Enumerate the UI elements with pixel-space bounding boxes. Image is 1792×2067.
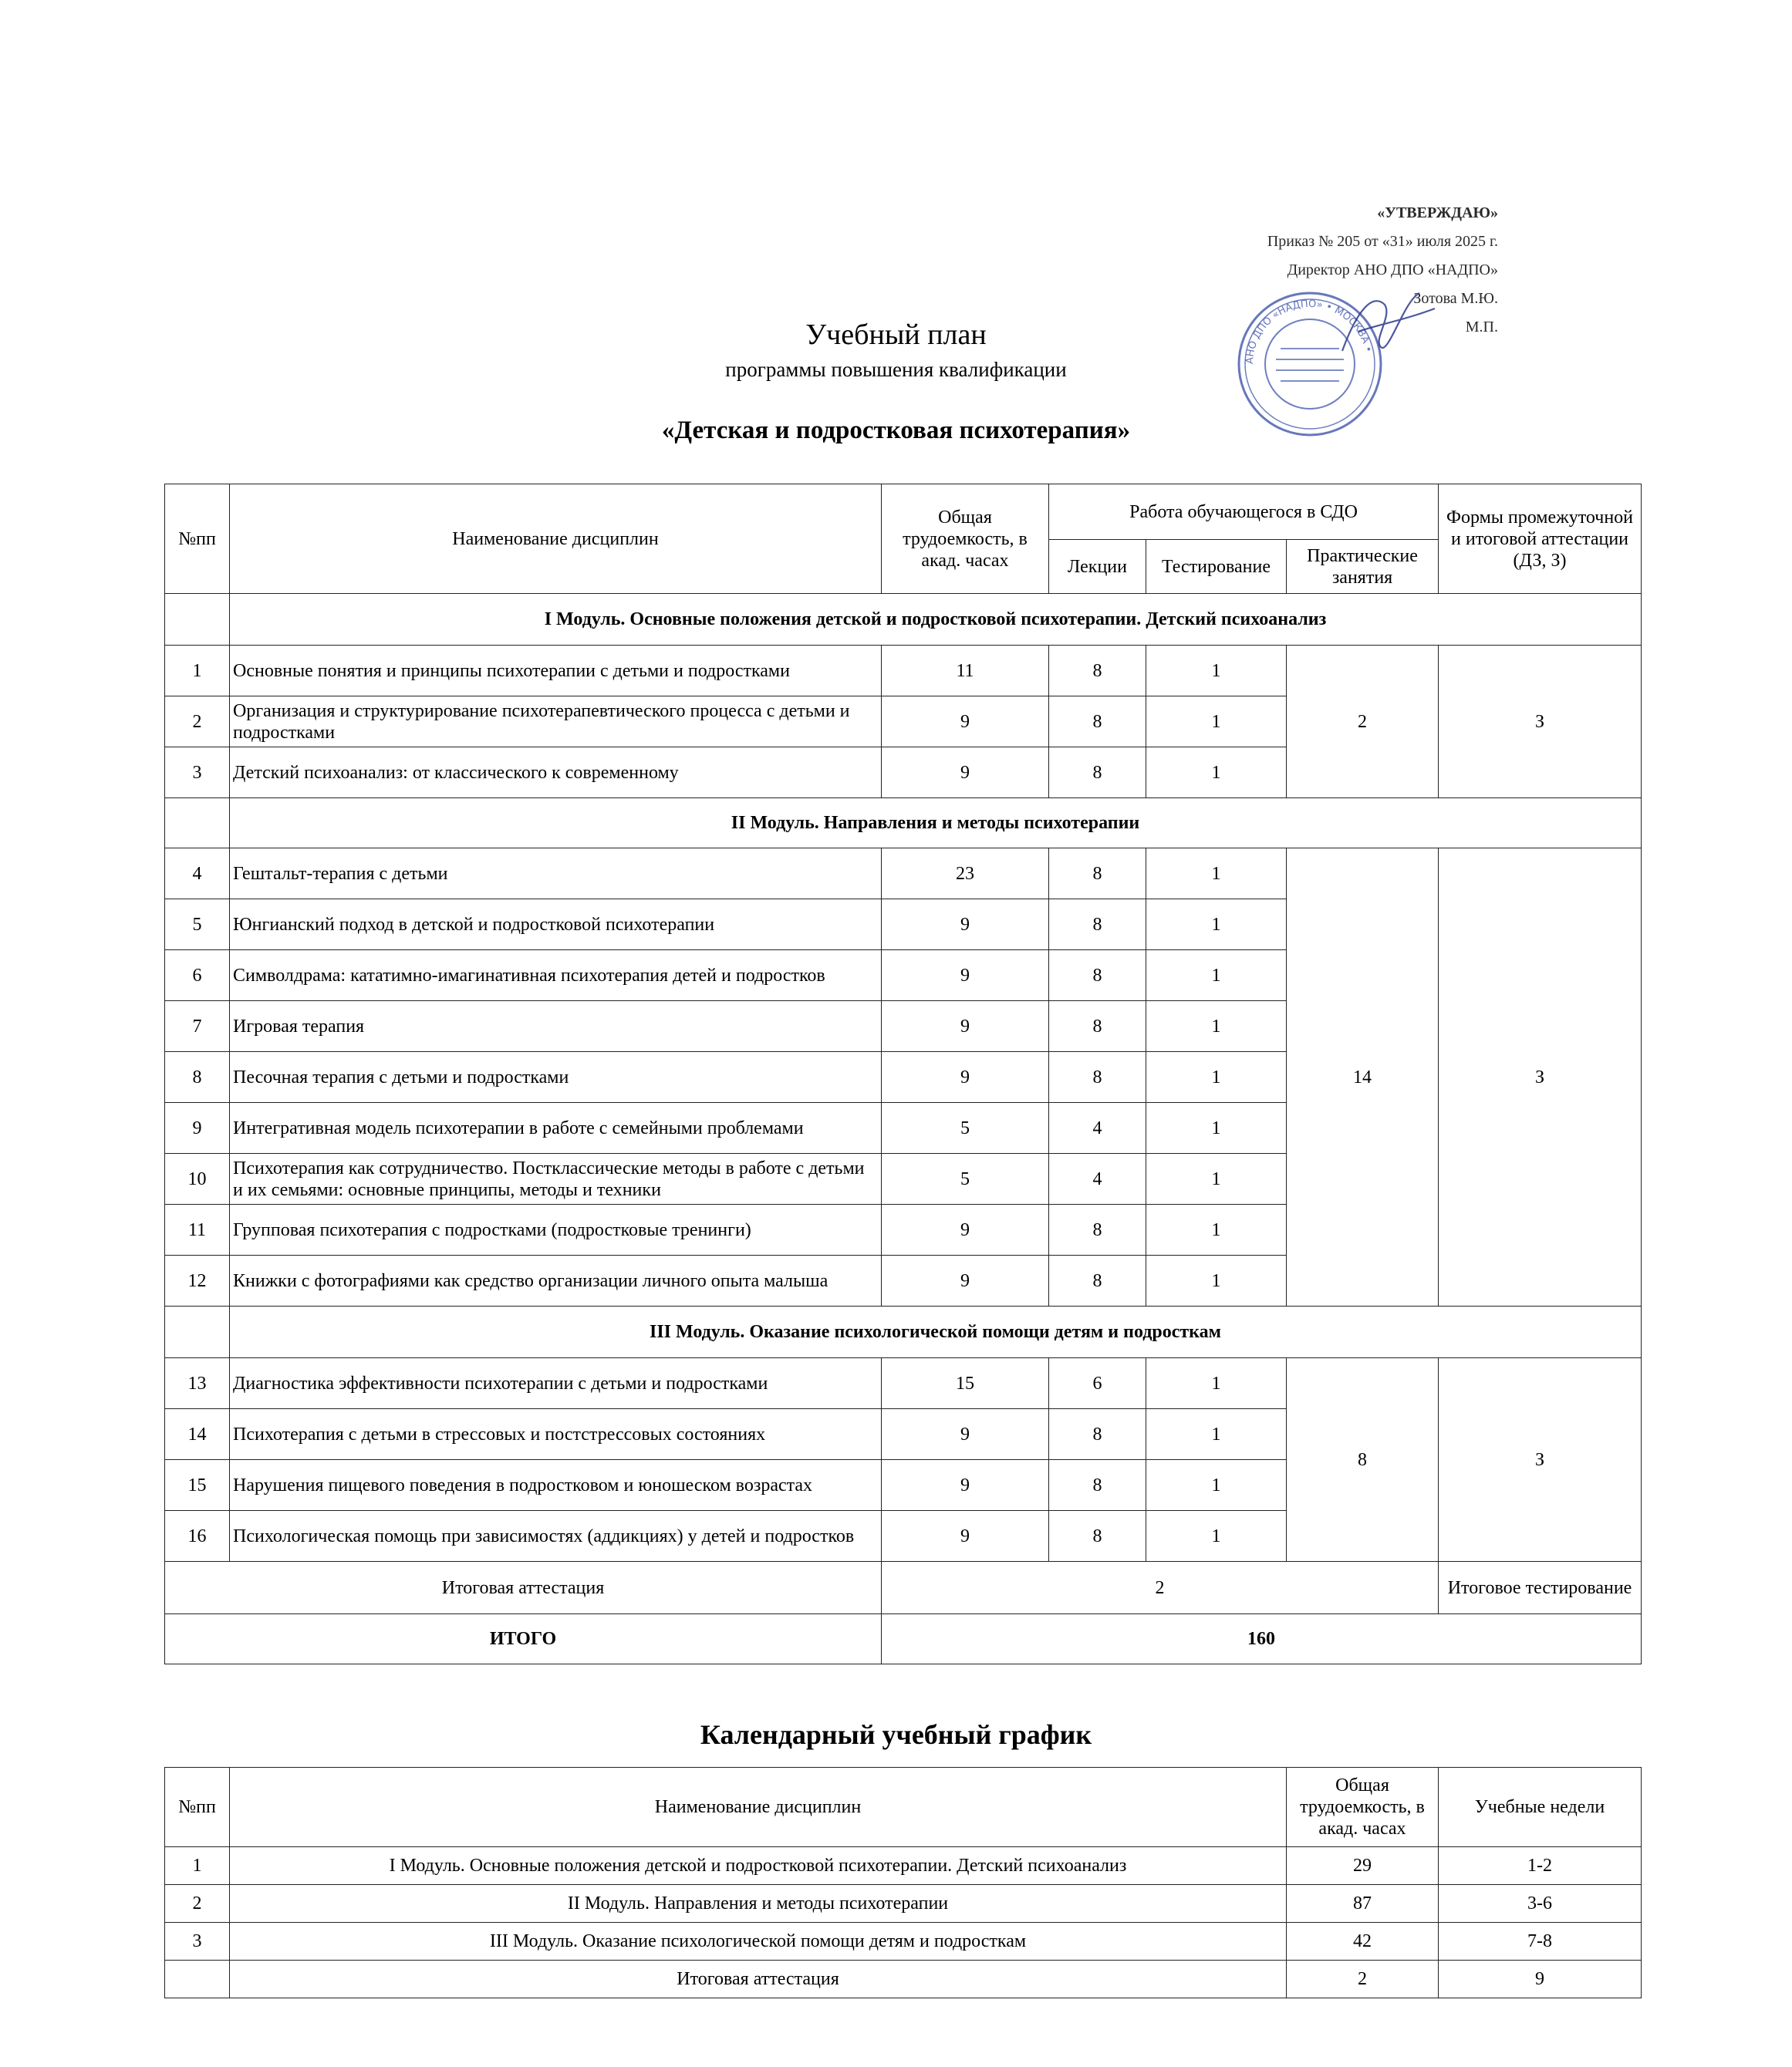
module-num-cell — [165, 798, 230, 848]
schedule-num: 3 — [165, 1923, 230, 1961]
plan-subtitle: программы повышения квалификации — [725, 358, 1067, 381]
header-forms: Формы промежуточной и итоговой аттестации (ДЗ, З) — [1439, 484, 1642, 594]
discipline-name: Песочная терапия с детьми и подростками — [230, 1052, 882, 1103]
module-practice: 2 — [1287, 646, 1439, 798]
schedule-num: 2 — [165, 1885, 230, 1923]
row-num: 8 — [165, 1052, 230, 1103]
row-num: 6 — [165, 950, 230, 1001]
row-total-hours: 9 — [882, 696, 1049, 747]
row-total-hours: 9 — [882, 1409, 1049, 1460]
schedule-title: Календарный учебный график — [700, 1719, 1092, 1750]
schedule-name: I Модуль. Основные положения детской и подростковой психотерапии. Детский психоанализ — [230, 1847, 1287, 1885]
schedule-row — [165, 1847, 1642, 1885]
total-label: ИТОГО — [165, 1614, 882, 1664]
discipline-name: Диагностика эффективности психотерапии с детьми и подростками — [230, 1358, 882, 1409]
schedule-name: Итоговая аттестация — [230, 1961, 1287, 1998]
row-num: 14 — [165, 1409, 230, 1460]
row-testing: 1 — [1146, 1154, 1287, 1205]
header-total: Общая трудоемкость, в акад. часах — [882, 484, 1049, 594]
row-num: 11 — [165, 1205, 230, 1256]
schedule-row — [165, 1885, 1642, 1923]
row-lectures: 8 — [1049, 696, 1146, 747]
final-row — [165, 1562, 1642, 1614]
row-num: 7 — [165, 1001, 230, 1052]
schedule-hours: 2 — [1287, 1961, 1439, 1998]
schedule-hours: 29 — [1287, 1847, 1439, 1885]
schedule-row — [165, 1923, 1642, 1961]
row-num: 9 — [165, 1103, 230, 1154]
row-num: 15 — [165, 1460, 230, 1511]
header-work: Работа обучающегося в СДО — [1049, 484, 1439, 540]
row-num: 13 — [165, 1358, 230, 1409]
row-lectures: 6 — [1049, 1358, 1146, 1409]
table-row — [165, 646, 1642, 696]
row-lectures: 8 — [1049, 1256, 1146, 1307]
row-lectures: 8 — [1049, 1511, 1146, 1562]
row-num: 12 — [165, 1256, 230, 1307]
row-lectures: 8 — [1049, 1205, 1146, 1256]
row-num: 10 — [165, 1154, 230, 1205]
row-total-hours: 9 — [882, 1205, 1049, 1256]
table-row — [165, 848, 1642, 899]
row-total-hours: 9 — [882, 1460, 1049, 1511]
discipline-name: Символдрама: кататимно-имагинативная психотерапия детей и подростков — [230, 950, 882, 1001]
row-lectures: 8 — [1049, 950, 1146, 1001]
row-lectures: 4 — [1049, 1103, 1146, 1154]
row-total-hours: 9 — [882, 1256, 1049, 1307]
schedule-row — [165, 1961, 1642, 1998]
final-label: Итоговая аттестация — [165, 1562, 882, 1614]
schedule-body — [165, 1847, 1642, 1998]
row-total-hours: 9 — [882, 1052, 1049, 1103]
schedule-name: III Модуль. Оказание психологической помощи детям и подросткам — [230, 1923, 1287, 1961]
module-form: З — [1439, 848, 1642, 1307]
schedule-hours: 87 — [1287, 1885, 1439, 1923]
program-title: «Детская и подростковая психотерапия» — [661, 416, 1131, 444]
discipline-name: Психотерапия как сотрудничество. Постклассические методы в работе с детьми и их семьями: основные принципы, методы и техники — [230, 1154, 882, 1205]
row-testing: 1 — [1146, 1256, 1287, 1307]
row-total-hours: 9 — [882, 950, 1049, 1001]
discipline-name: Детский психоанализ: от классического к современному — [230, 747, 882, 798]
row-num: 5 — [165, 899, 230, 950]
row-testing: 1 — [1146, 899, 1287, 950]
module-num-cell — [165, 1307, 230, 1358]
row-lectures: 8 — [1049, 848, 1146, 899]
schedule-header-row — [165, 1768, 1642, 1847]
row-total-hours: 23 — [882, 848, 1049, 899]
row-num: 16 — [165, 1511, 230, 1562]
row-total-hours: 5 — [882, 1154, 1049, 1205]
discipline-name: Организация и структурирование психотерапевтического процесса с детьми и подростками — [230, 696, 882, 747]
module-row — [165, 1307, 1642, 1358]
row-total-hours: 5 — [882, 1103, 1049, 1154]
total-row — [165, 1614, 1642, 1664]
header-practice: Практические занятия — [1287, 540, 1439, 594]
schedule-weeks: 7-8 — [1439, 1923, 1642, 1961]
table-row — [165, 1358, 1642, 1409]
row-lectures: 8 — [1049, 1460, 1146, 1511]
approval-order: Приказ № 205 от «31» июля 2025 г. — [1267, 233, 1498, 250]
discipline-name: Гештальт-терапия с детьми — [230, 848, 882, 899]
row-num: 3 — [165, 747, 230, 798]
row-testing: 1 — [1146, 848, 1287, 899]
row-lectures: 8 — [1049, 1409, 1146, 1460]
row-total-hours: 9 — [882, 1001, 1049, 1052]
discipline-name: Основные понятия и принципы психотерапии с детьми и подростками — [230, 646, 882, 696]
total-hours: 160 — [882, 1614, 1642, 1664]
header-row — [165, 484, 1642, 540]
header-lectures: Лекции — [1049, 540, 1146, 594]
module-form: З — [1439, 646, 1642, 798]
discipline-name: Юнгианский подход в детской и подростковой психотерапии — [230, 899, 882, 950]
row-testing: 1 — [1146, 1409, 1287, 1460]
row-total-hours: 9 — [882, 899, 1049, 950]
row-testing: 1 — [1146, 950, 1287, 1001]
schedule-weeks: 3-6 — [1439, 1885, 1642, 1923]
header-name: Наименование дисциплин — [230, 484, 882, 594]
row-testing: 1 — [1146, 747, 1287, 798]
module-row — [165, 594, 1642, 646]
row-num: 2 — [165, 696, 230, 747]
module-row — [165, 798, 1642, 848]
approval-mp: М.П. — [1465, 319, 1498, 336]
schedule-name: II Модуль. Направления и методы психотерапии — [230, 1885, 1287, 1923]
discipline-name: Психологическая помощь при зависимостях (аддикциях) у детей и подростков — [230, 1511, 882, 1562]
svg-text:АНО ДПО «НАДПО» • МОСКВА •: АНО ДПО «НАДПО» • МОСКВА • — [1244, 298, 1375, 365]
row-testing: 1 — [1146, 1103, 1287, 1154]
schedule-header-num: №пп — [165, 1768, 230, 1847]
schedule-table — [164, 1767, 1642, 1998]
row-num: 4 — [165, 848, 230, 899]
row-lectures: 8 — [1049, 899, 1146, 950]
schedule-weeks: 9 — [1439, 1961, 1642, 1998]
row-total-hours: 9 — [882, 1511, 1049, 1562]
schedule-num: 1 — [165, 1847, 230, 1885]
schedule-num — [165, 1961, 230, 1998]
plan-body — [165, 594, 1642, 1562]
discipline-name: Игровая терапия — [230, 1001, 882, 1052]
schedule-hours: 42 — [1287, 1923, 1439, 1961]
row-lectures: 8 — [1049, 1001, 1146, 1052]
row-testing: 1 — [1146, 1511, 1287, 1562]
module-practice: 14 — [1287, 848, 1439, 1307]
header-num: №пп — [165, 484, 230, 594]
header-testing: Тестирование — [1146, 540, 1287, 594]
module-practice: 8 — [1287, 1358, 1439, 1562]
schedule-weeks: 1-2 — [1439, 1847, 1642, 1885]
row-lectures: 8 — [1049, 747, 1146, 798]
module-form: З — [1439, 1358, 1642, 1562]
approval-name: Зотова М.Ю. — [1413, 290, 1498, 307]
row-lectures: 4 — [1049, 1154, 1146, 1205]
row-lectures: 8 — [1049, 646, 1146, 696]
approval-title: «УТВЕРЖДАЮ» — [1377, 204, 1498, 221]
row-total-hours: 15 — [882, 1358, 1049, 1409]
discipline-name: Групповая психотерапия с подростками (подростковые тренинги) — [230, 1205, 882, 1256]
module-title: I Модуль. Основные положения детской и подростковой психотерапии. Детский психоанализ — [230, 594, 1642, 646]
row-testing: 1 — [1146, 646, 1287, 696]
row-testing: 1 — [1146, 1460, 1287, 1511]
discipline-name: Книжки с фотографиями как средство организации личного опыта малыша — [230, 1256, 882, 1307]
final-hours: 2 — [882, 1562, 1439, 1614]
schedule-header-total: Общая трудоемкость, в акад. часах — [1287, 1768, 1439, 1847]
module-num-cell — [165, 594, 230, 646]
module-title: II Модуль. Направления и методы психотерапии — [230, 798, 1642, 848]
final-form: Итоговое тестирование — [1439, 1562, 1642, 1614]
row-testing: 1 — [1146, 1052, 1287, 1103]
schedule-header-weeks: Учебные недели — [1439, 1768, 1642, 1847]
discipline-name: Психотерапия с детьми в стрессовых и постстрессовых состояниях — [230, 1409, 882, 1460]
schedule-header-name: Наименование дисциплин — [230, 1768, 1287, 1847]
module-title: III Модуль. Оказание психологической помощи детям и подросткам — [230, 1307, 1642, 1358]
row-testing: 1 — [1146, 1001, 1287, 1052]
plan-title: Учебный план — [805, 319, 987, 351]
row-total-hours: 11 — [882, 646, 1049, 696]
study-plan-table — [164, 484, 1642, 1664]
approval-director: Директор АНО ДПО «НАДПО» — [1287, 261, 1498, 278]
row-total-hours: 9 — [882, 747, 1049, 798]
discipline-name: Интегративная модель психотерапии в работе с семейными проблемами — [230, 1103, 882, 1154]
row-testing: 1 — [1146, 1205, 1287, 1256]
discipline-name: Нарушения пищевого поведения в подростковом и юношеском возрастах — [230, 1460, 882, 1511]
row-testing: 1 — [1146, 696, 1287, 747]
row-num: 1 — [165, 646, 230, 696]
row-lectures: 8 — [1049, 1052, 1146, 1103]
row-testing: 1 — [1146, 1358, 1287, 1409]
